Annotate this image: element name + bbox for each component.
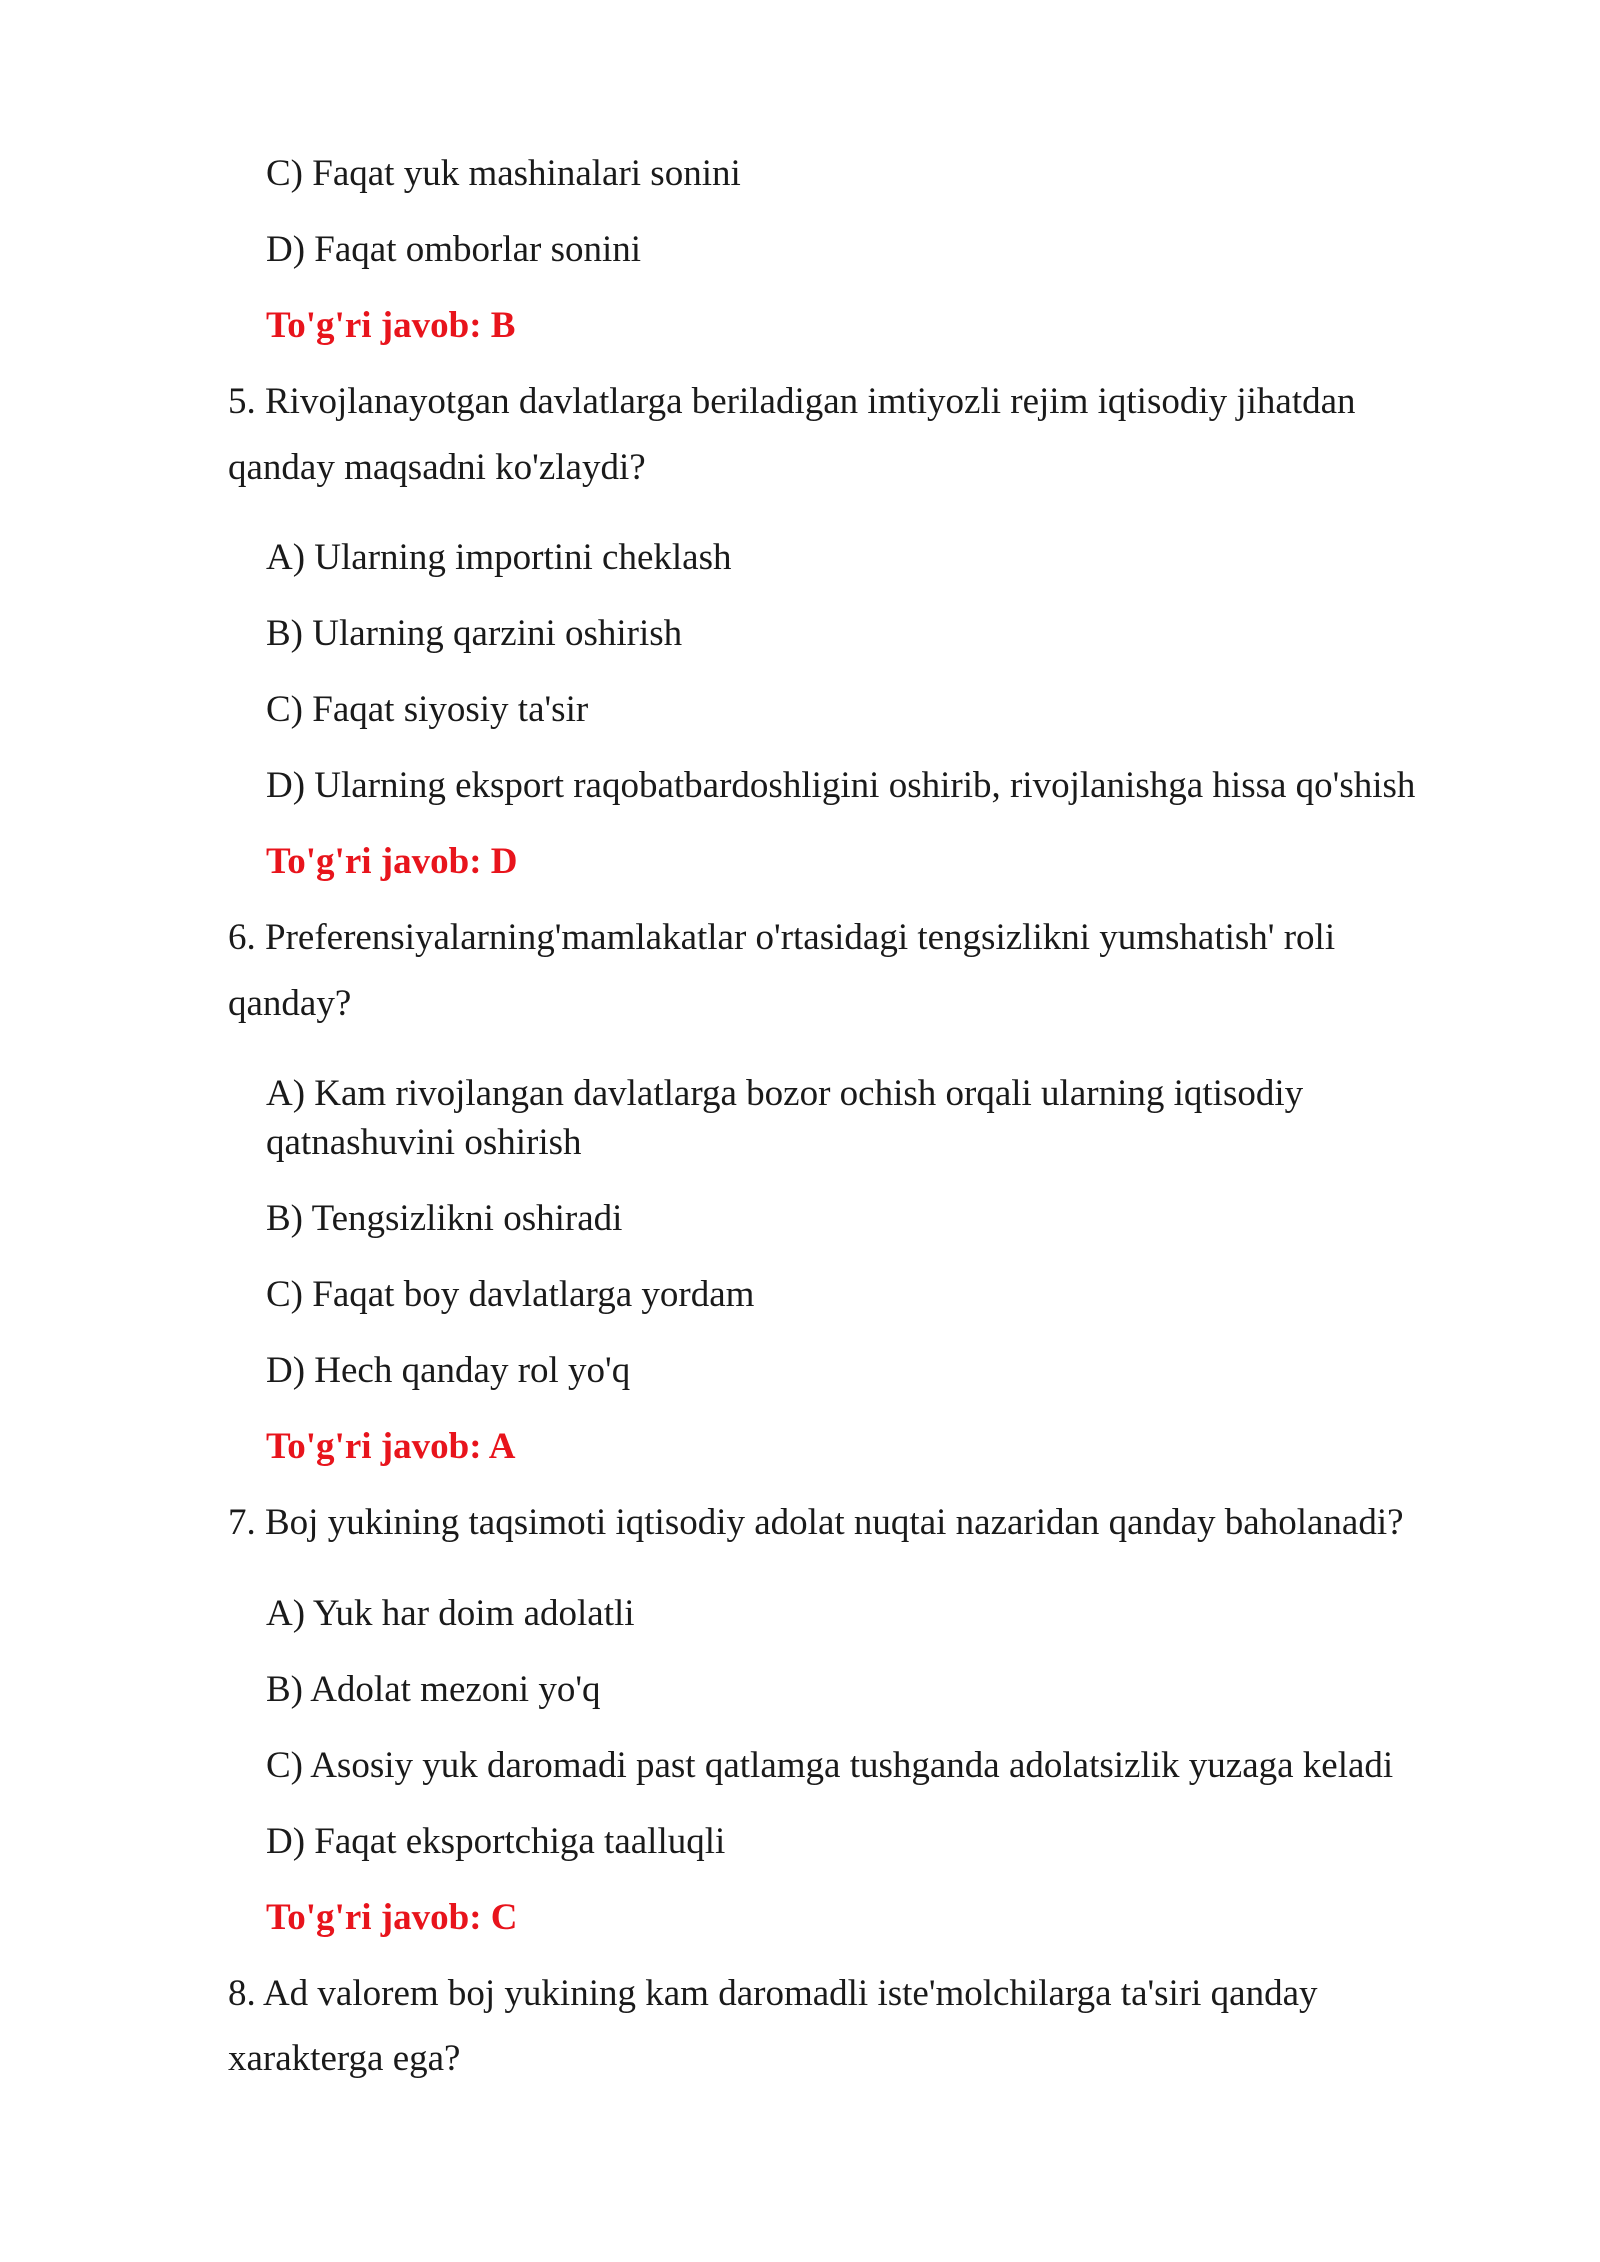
correct-answer: To'g'ri javob: C bbox=[266, 1897, 518, 1938]
question-text: qanday maqsadni ko'zlaydi? bbox=[228, 447, 646, 488]
option-line: qatnashuvini oshirish bbox=[266, 1122, 582, 1163]
question-text: qanday? bbox=[228, 983, 352, 1024]
option-line: B) Ularning qarzini oshirish bbox=[266, 613, 683, 654]
correct-answer: To'g'ri javob: B bbox=[266, 305, 516, 346]
option-line: C) Faqat yuk mashinalari sonini bbox=[266, 153, 741, 194]
question-text: 8. Ad valorem boj yukining kam daromadli iste'molchilarga ta'siri qanday bbox=[228, 1973, 1318, 2014]
option-line: A) Ularning importini cheklash bbox=[266, 537, 732, 578]
option-line: A) Yuk har doim adolatli bbox=[266, 1593, 635, 1634]
question-text: 7. Boj yukining taqsimoti iqtisodiy adolat nuqtai nazaridan qanday baholanadi? bbox=[228, 1502, 1404, 1543]
question-text: xarakterga ega? bbox=[228, 2038, 461, 2079]
question-text: 6. Preferensiyalarning'mamlakatlar o'rtasidagi tengsizlikni yumshatish' roli bbox=[228, 917, 1336, 958]
question-text: 5. Rivojlanayotgan davlatlarga beriladigan imtiyozli rejim iqtisodiy jihatdan bbox=[228, 381, 1356, 422]
option-line: B) Tengsizlikni oshiradi bbox=[266, 1198, 623, 1239]
option-line: C) Asosiy yuk daromadi past qatlamga tushganda adolatsizlik yuzaga keladi bbox=[266, 1745, 1394, 1786]
option-line: D) Faqat eksportchiga taalluqli bbox=[266, 1821, 726, 1862]
option-line: C) Faqat siyosiy ta'sir bbox=[266, 689, 589, 730]
option-line: B) Adolat mezoni yo'q bbox=[266, 1669, 601, 1710]
correct-answer: To'g'ri javob: A bbox=[266, 1426, 516, 1467]
option-line: D) Faqat omborlar sonini bbox=[266, 229, 642, 270]
option-line: A) Kam rivojlangan davlatlarga bozor ochish orqali ularning iqtisodiy bbox=[266, 1073, 1304, 1114]
option-line: C) Faqat boy davlatlarga yordam bbox=[266, 1274, 755, 1315]
correct-answer: To'g'ri javob: D bbox=[266, 841, 518, 882]
option-line: D) Hech qanday rol yo'q bbox=[266, 1350, 631, 1391]
option-line: D) Ularning eksport raqobatbardoshligini oshirib, rivojlanishga hissa qo'shish bbox=[266, 765, 1416, 806]
